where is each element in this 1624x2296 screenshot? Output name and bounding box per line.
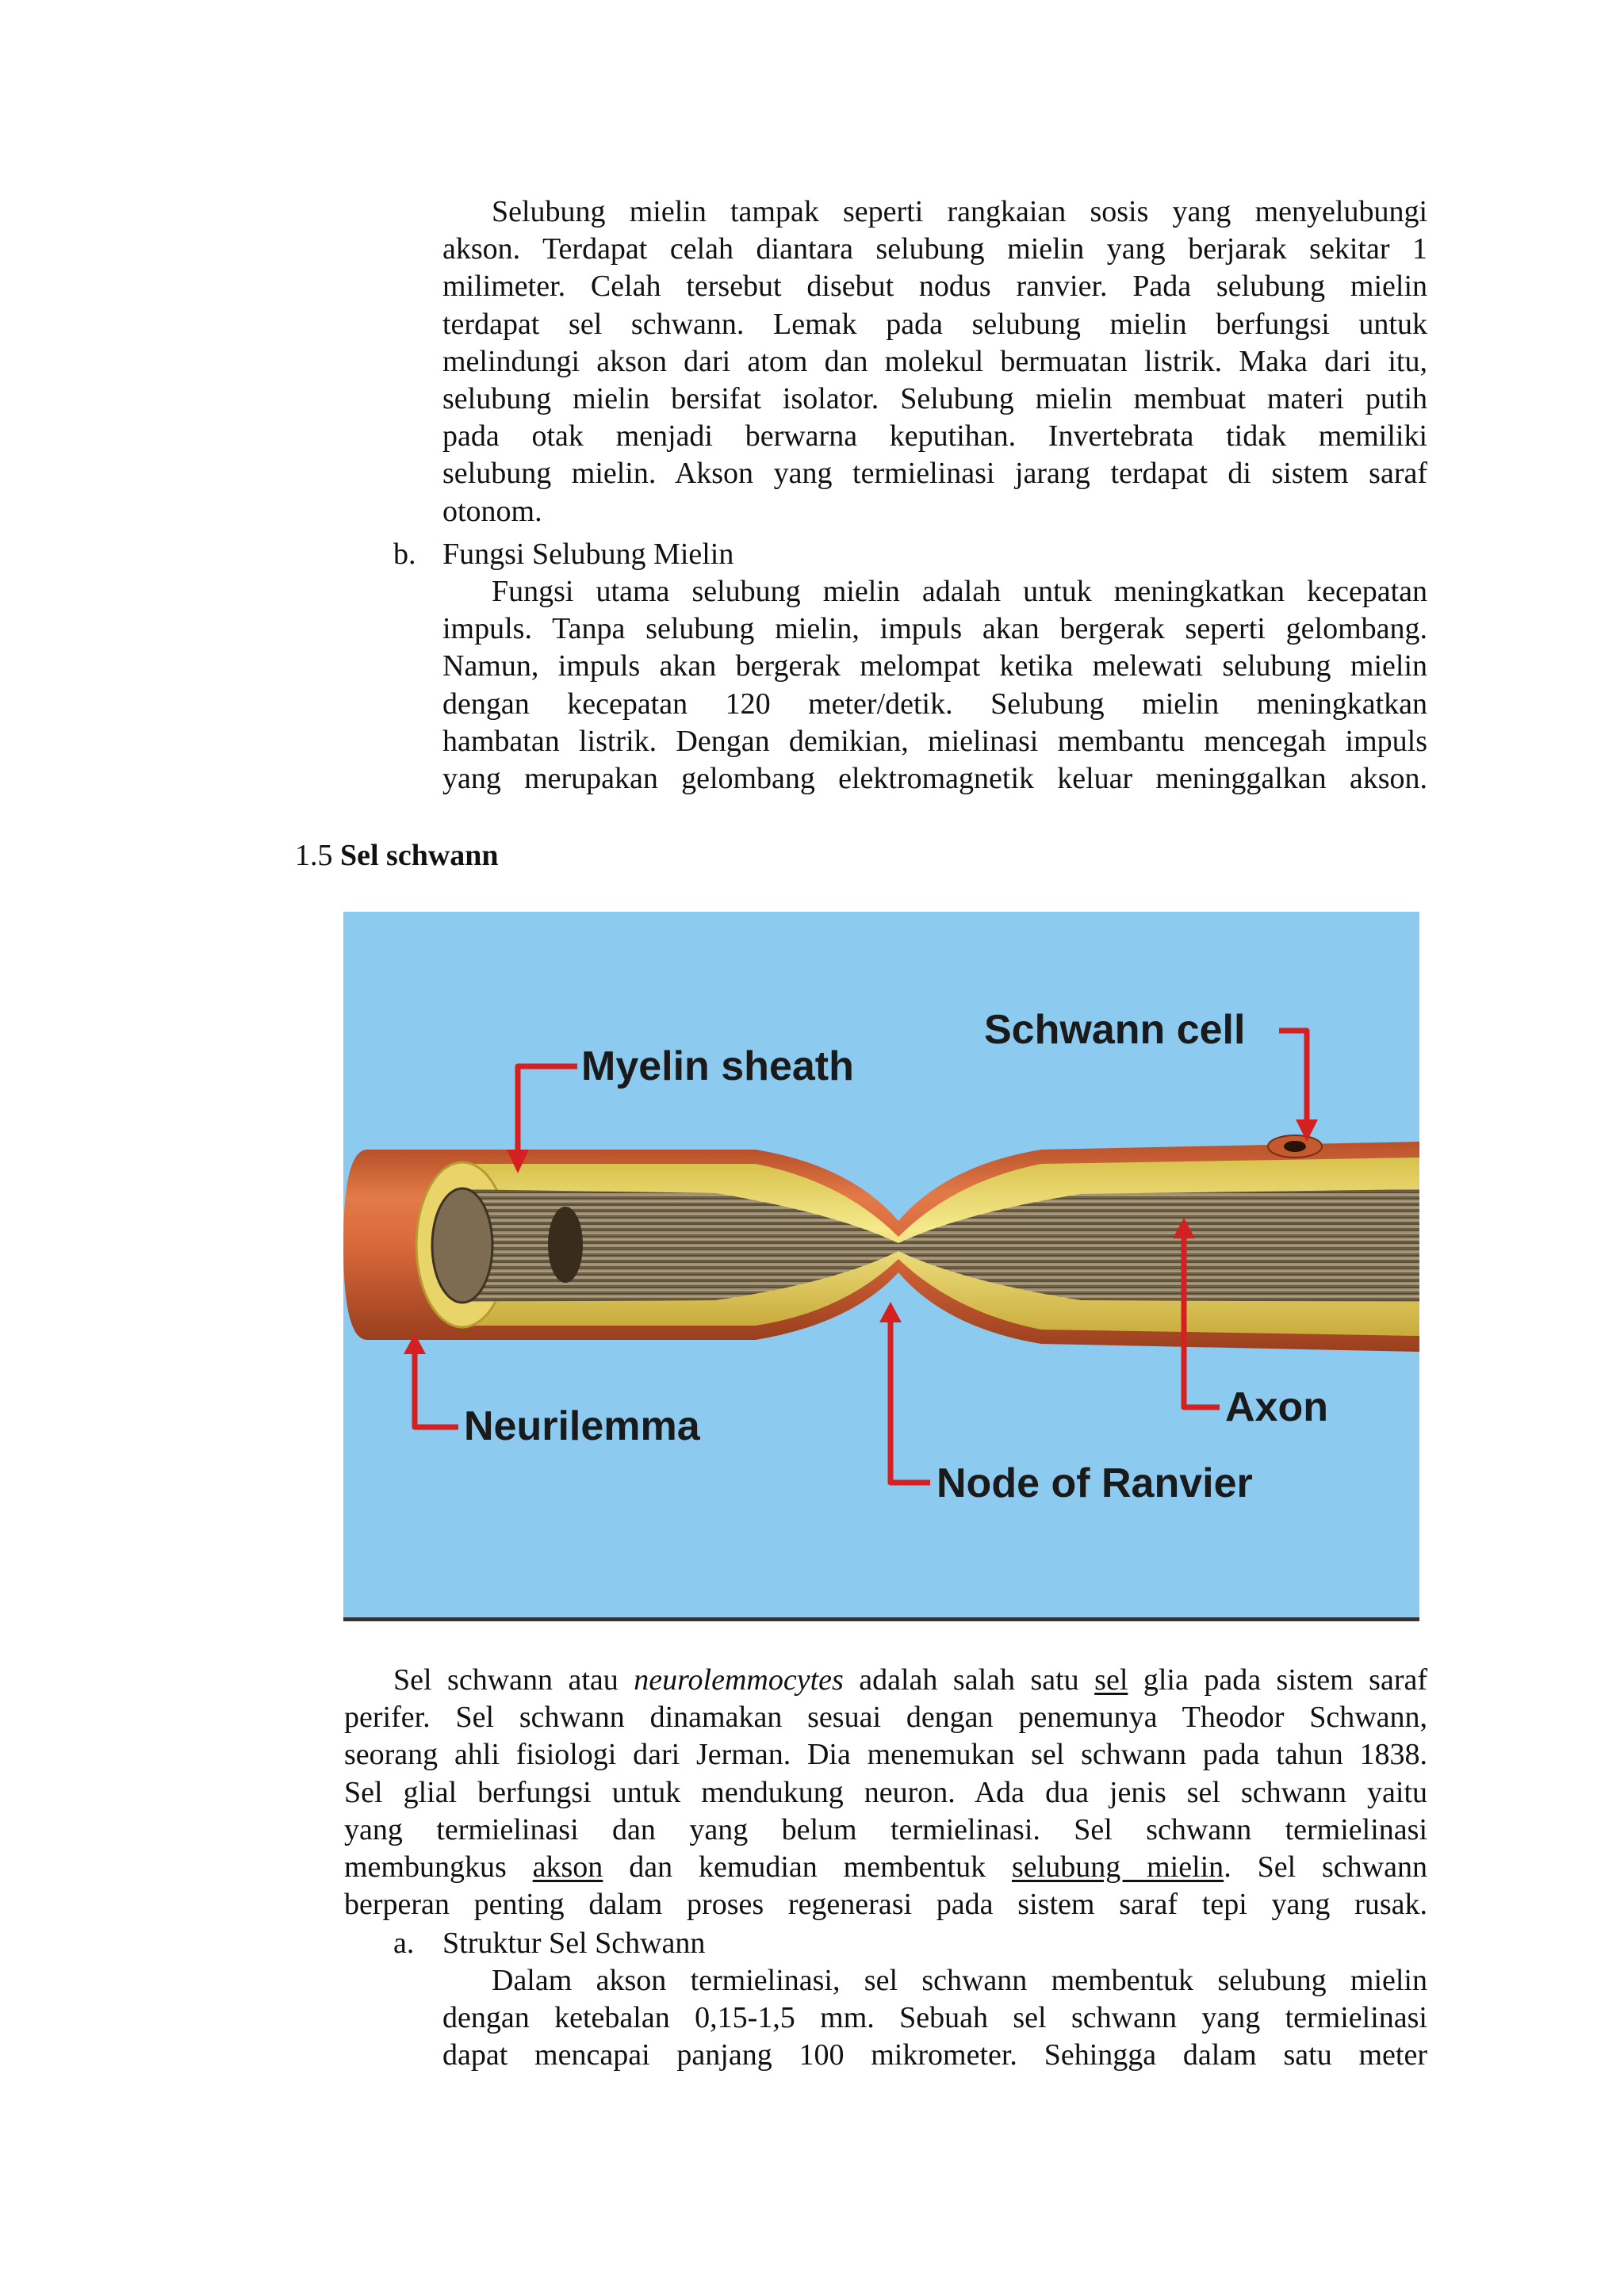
text-line: selubung mielin. Akson yang termielinasi jarang terdapat di sistem saraf [442, 457, 1427, 491]
arrowhead-node-of-ranvier [879, 1302, 902, 1322]
axon-cut-face [432, 1188, 492, 1303]
text-line: Dalam akson termielinasi, sel schwann membentuk selubung mielin [492, 1964, 1427, 1997]
link-sel[interactable]: sel [1094, 1663, 1128, 1697]
paragraph-schwann-structure [442, 1962, 1427, 2075]
list-marker: a. [393, 1927, 415, 1960]
label-neurilemma: Neurilemma [464, 1403, 700, 1449]
text-line: Fungsi utama selubung mielin adalah untuk meningkatkan kecepatan [492, 575, 1427, 608]
text-line: melindungi akson dari atom dan molekul bermuatan listrik. Maka dari itu, [442, 344, 1427, 378]
pointer-schwann-cell [1279, 1031, 1307, 1126]
label-myelin-sheath: Myelin sheath [581, 1043, 854, 1089]
label-node-of-ranvier: Node of Ranvier [936, 1460, 1253, 1506]
subsection-title: Fungsi Selubung Mielin [442, 538, 734, 571]
myelin-axon-diagram [343, 912, 1419, 1621]
paragraph-schwann-intro [344, 1662, 1427, 1923]
paragraph-myelin-description [442, 193, 1427, 530]
section-number: 1.5 [295, 839, 333, 872]
pointer-neurilemma [415, 1348, 458, 1427]
diagram-svg [343, 912, 1419, 1621]
text-line: yang termielinasi dan yang belum termielinasi. Sel schwann termielinasi [344, 1812, 1427, 1846]
term-neurolemmocytes: neurolemmocytes [634, 1663, 844, 1697]
figure-bottom-border [343, 1617, 1419, 1621]
link-selubung-mielin[interactable]: selubung mielin [1011, 1850, 1224, 1885]
section-title: Sel schwann [340, 839, 499, 872]
text-line: dengan kecepatan 120 meter/detik. Selubung mielin meningkatkan [442, 687, 1427, 721]
text-line: Namun, impuls akan bergerak melompat ketika melewati selubung mielin [442, 649, 1427, 683]
text-line: yang merupakan gelombang elektromagnetik keluar meninggalkan akson. [442, 762, 1427, 796]
list-marker: b. [393, 538, 416, 571]
pointer-myelin-sheath [518, 1066, 577, 1158]
label-axon: Axon [1225, 1384, 1328, 1430]
subsection-heading-a [393, 1925, 705, 1962]
subsection-title: Struktur Sel Schwann [442, 1927, 706, 1960]
axon-inner-hole [548, 1207, 583, 1283]
text-line: impuls. Tanpa selubung mielin, impuls akan bergerak seperti gelombang. [442, 612, 1427, 646]
text-line: otonom. [442, 494, 542, 528]
text-line: milimeter. Celah tersebut disebut nodus ranvier. Pada selubung mielin [442, 270, 1427, 304]
text-line: Sel schwann atau neurolemmocytes adalah salah satu sel glia pada sistem saraf [393, 1663, 1427, 1697]
link-akson[interactable]: akson [532, 1850, 603, 1885]
text-line: dengan ketebalan 0,15-1,5 mm. Sebuah sel schwann yang termielinasi [442, 2001, 1427, 2035]
section-heading-1-5 [295, 837, 499, 874]
text-line: akson. Terdapat celah diantara selubung mielin yang berjarak sekitar 1 [442, 232, 1427, 266]
pointer-node-of-ranvier [891, 1316, 930, 1483]
label-schwann-cell: Schwann cell [984, 1007, 1246, 1053]
text-line: seorang ahli fisiologi dari Jerman. Dia menemukan sel schwann pada tahun 1838. [344, 1738, 1427, 1772]
text-line: dapat mencapai panjang 100 mikrometer. Sehingga dalam satu meter [442, 2038, 1427, 2072]
text-line: perifer. Sel schwann dinamakan sesuai dengan penemunya Theodor Schwann, [344, 1701, 1427, 1735]
text-line: berperan penting dalam proses regenerasi pada sistem saraf tepi yang rusak. [344, 1888, 1427, 1922]
text-line: membungkus akson dan kemudian membentuk selubung mielin. Sel schwann [344, 1850, 1427, 1885]
paragraph-myelin-function [442, 573, 1427, 798]
text-line: pada otak menjadi berwarna keputihan. Invertebrata tidak memiliki [442, 419, 1427, 453]
text-line: Selubung mielin tampak seperti rangkaian sosis yang menyelubungi [492, 195, 1427, 228]
text-line: Sel glial berfungsi untuk mendukung neuron. Ada dua jenis sel schwann yaitu [344, 1775, 1427, 1809]
text-line: hambatan listrik. Dengan demikian, mielinasi membantu mencegah impuls [442, 724, 1427, 758]
text-line: selubung mielin bersifat isolator. Selubung mielin membuat materi putih [442, 382, 1427, 416]
text-line: terdapat sel schwann. Lemak pada selubung mielin berfungsi untuk [442, 307, 1427, 341]
subsection-heading-b [393, 536, 733, 573]
schwann-cell-dot [1284, 1141, 1306, 1152]
